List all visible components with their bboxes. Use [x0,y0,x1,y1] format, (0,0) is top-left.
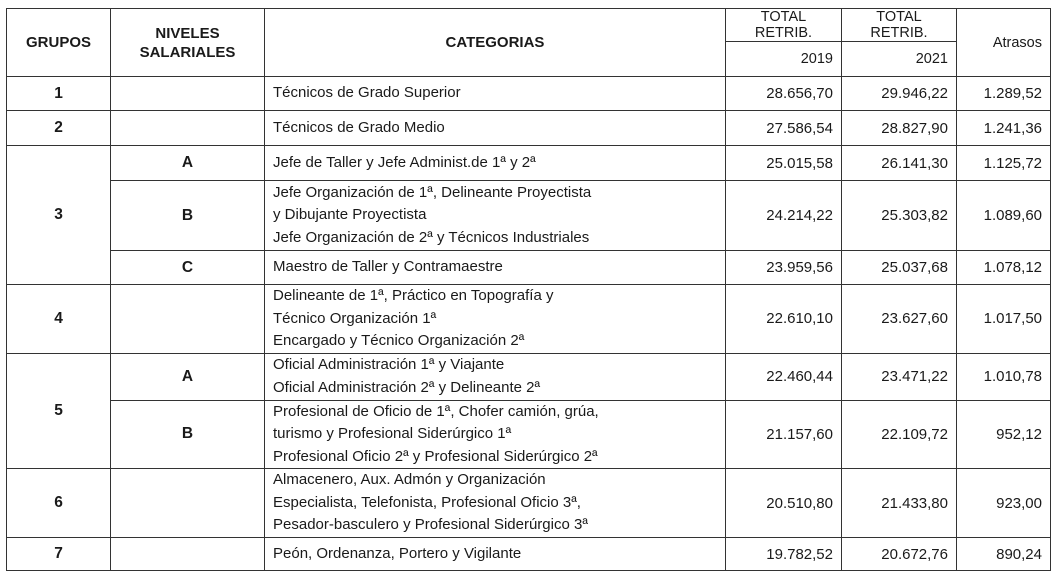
categoria-cell [265,400,726,469]
nivel-cell: B [111,400,265,469]
grupo-cell: 4 [7,285,111,354]
nivel-cell [111,469,265,538]
total-retrib-2019-header: TOTAL RETRIB. [726,9,842,42]
nivel-cell: B [111,181,265,251]
retrib-2021-cell: 22.109,72 [842,400,957,469]
retrib-2019-cell: 27.586,54 [726,111,842,146]
table-row [7,146,1051,181]
nivel-cell [111,285,265,354]
categoria-line: Delineante de 1ª, Práctico en Topografía y [273,287,554,304]
retrib-2019-cell: 28.656,70 [726,77,842,111]
retrib-2021-cell: 21.433,80 [842,469,957,538]
retrib-2021-cell: 26.141,30 [842,146,957,181]
categoria-line: Técnico Organización 1ª [273,309,437,327]
categoria-cell [265,285,726,354]
categoria-cell [265,353,726,400]
retrib-2019-cell: 22.610,10 [726,285,842,354]
atrasos-cell: 952,12 [957,400,1051,469]
categoria-cell [265,111,726,146]
categoria-cell [265,146,726,181]
retrib-2019-cell: 24.214,22 [726,181,842,251]
nivel-cell: A [111,353,265,400]
retrib-2021-cell: 29.946,22 [842,77,957,111]
atrasos-cell: 890,24 [957,538,1051,571]
categoria-line: Oficial Administración 1ª y Viajante [273,356,505,373]
atrasos-cell: 1.017,50 [957,285,1051,354]
atrasos-cell: 1.125,72 [957,146,1051,181]
categoria-line: Especialista, Telefonista, Profesional Oficio 3ª, [273,493,581,511]
total-retrib-2021-header: TOTAL RETRIB. [842,9,957,42]
retrib-2019-cell: 25.015,58 [726,146,842,181]
nivel-cell [111,538,265,571]
categoria-cell [265,181,726,251]
retrib-2021-cell: 25.303,82 [842,181,957,251]
nivel-cell: A [111,146,265,181]
retrib-2021-cell: 23.627,60 [842,285,957,354]
categoria-line: Almacenero, Aux. Admón y Organización [273,471,546,489]
niveles-header-line-1: NIVELES [155,24,220,42]
nivel-cell: C [111,251,265,285]
categoria-line: Jefe Organización de 2ª y Técnicos Industriales [273,228,590,246]
atrasos-header: Atrasos [957,9,1051,77]
categoria-line: Jefe de Taller y Jefe Administ.de 1ª y 2ª [273,153,536,171]
categoria-line: Profesional de Oficio de 1ª, Chofer camión, grúa, [273,402,599,420]
niveles-header [111,9,265,77]
atrasos-cell: 1.241,36 [957,111,1051,146]
salary-table [6,8,1051,571]
niveles-header-line-2: SALARIALES [139,43,236,61]
grupo-cell: 1 [7,77,111,111]
retrib-2019-cell: 22.460,44 [726,353,842,400]
categoria-line: Oficial Administración 2ª y Delineante 2ª [273,378,541,396]
grupo-cell: 7 [7,538,111,571]
categoria-line: Jefe Organización de 1ª, Delineante Proyectista [273,183,592,201]
retrib-2021-cell: 28.827,90 [842,111,957,146]
categoria-line: Peón, Ordenanza, Portero y Vigilante [273,544,522,562]
categoria-cell [265,538,726,571]
grupo-cell: 3 [7,146,111,285]
retrib-2019-cell: 23.959,56 [726,251,842,285]
atrasos-cell: 1.289,52 [957,77,1051,111]
table-row [7,77,1051,111]
nivel-cell [111,111,265,146]
nivel-cell [111,77,265,111]
categoria-line: Encargado y Técnico Organización 2ª [273,332,525,349]
categoria-cell [265,251,726,285]
retrib-2021-cell: 20.672,76 [842,538,957,571]
retrib-2019-cell: 20.510,80 [726,469,842,538]
grupo-cell: 5 [7,353,111,469]
grupo-cell: 2 [7,111,111,146]
categorias-header: CATEGORIAS [265,9,726,77]
retrib-2019-cell: 21.157,60 [726,400,842,469]
retrib-2019-cell: 19.782,52 [726,538,842,571]
table-row [7,538,1051,571]
year-2019-header: 2019 [726,42,842,77]
table-row [7,400,1051,469]
retrib-2021-cell: 23.471,22 [842,353,957,400]
table-row [7,111,1051,146]
categoria-line: Técnicos de Grado Medio [273,118,445,136]
atrasos-cell: 1.089,60 [957,181,1051,251]
categoria-line: y Dibujante Proyectista [273,206,427,224]
categoria-line: Profesional Oficio 2ª y Profesional Siderúrgico 2ª [273,447,598,465]
categoria-line: Pesador-basculero y Profesional Siderúrgico 3ª [273,516,588,534]
retrib-2021-cell: 25.037,68 [842,251,957,285]
atrasos-cell: 1.010,78 [957,353,1051,400]
year-2021-header: 2021 [842,42,957,77]
categoria-line: turismo y Profesional Siderúrgico 1ª [273,425,512,442]
categoria-cell [265,469,726,538]
grupos-header: GRUPOS [7,9,111,77]
table-row [7,251,1051,285]
categoria-line: Técnicos de Grado Superior [273,84,461,102]
table-row [7,469,1051,538]
grupo-cell: 6 [7,469,111,538]
header-row [7,9,1051,42]
categoria-cell [265,77,726,111]
table-row [7,353,1051,400]
atrasos-cell: 923,00 [957,469,1051,538]
atrasos-cell: 1.078,12 [957,251,1051,285]
table-row [7,181,1051,251]
table-row [7,285,1051,354]
categoria-line: Maestro de Taller y Contramaestre [273,258,503,276]
